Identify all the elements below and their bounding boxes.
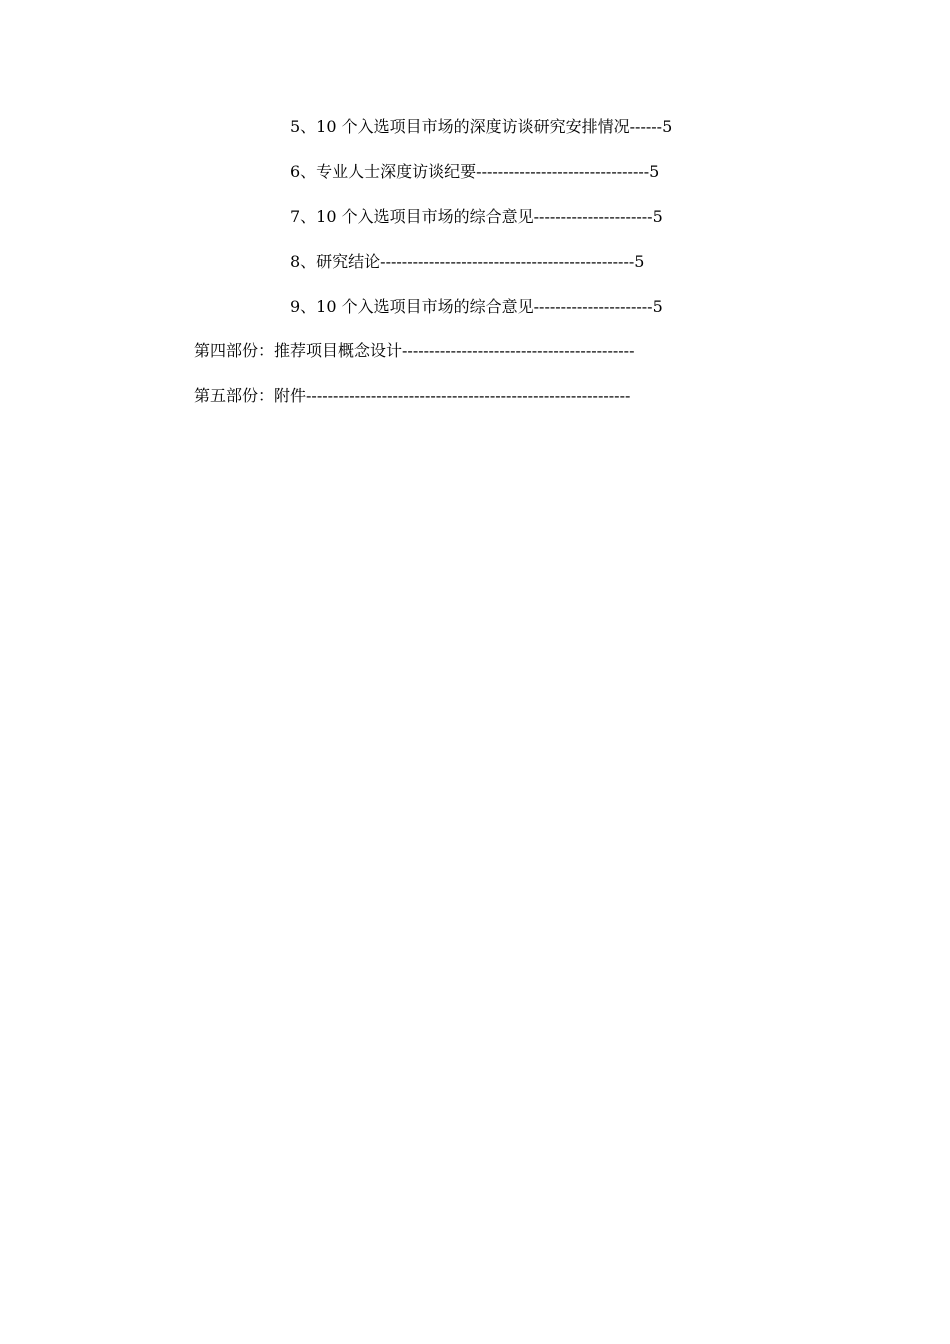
toc-entry-6: 6、专业人士深度访谈纪要--------------------------------5 — [290, 162, 660, 181]
toc-part-4: 第四部份：推荐项目概念设计------------------------------------------- — [194, 341, 635, 360]
toc-entry-9: 9、10 个入选项目市场的综合意见----------------------5 — [290, 297, 663, 316]
toc-entry-8: 8、研究结论-----------------------------------------------5 — [290, 252, 645, 271]
toc-entry-7: 7、10 个入选项目市场的综合意见----------------------5 — [290, 207, 663, 226]
toc-part-5: 第五部份：附件------------------------------------------------------------ — [194, 386, 631, 405]
toc-entry-5: 5、10 个入选项目市场的深度访谈研究安排情况------5 — [290, 117, 673, 136]
